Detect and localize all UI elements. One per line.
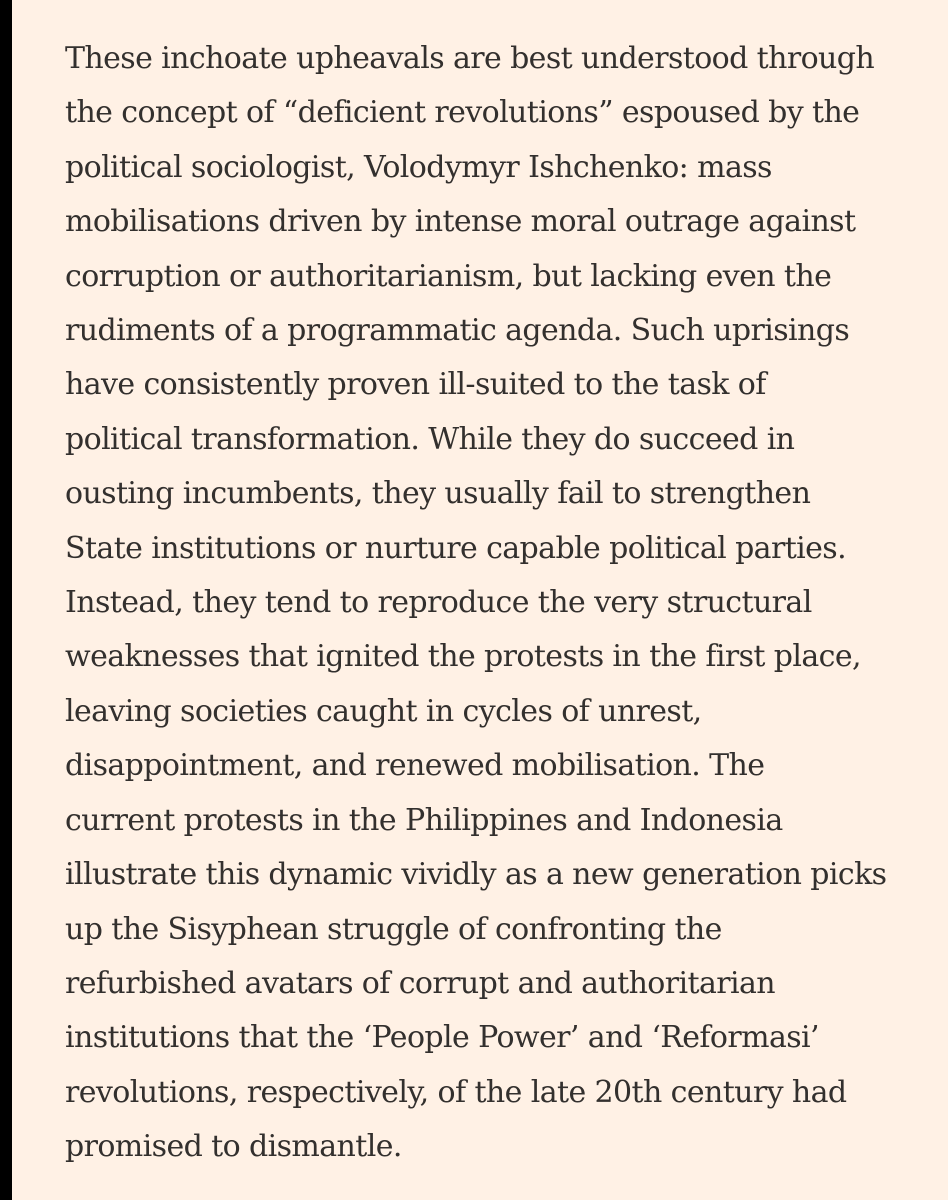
paragraph-line-15: current protests in the Philippines and Indonesia [65,802,783,838]
paragraph-line-11: Instead, they tend to reproduce the very structural [65,585,812,621]
paragraph-line-1: These inchoate upheavals are best understood through [65,41,875,76]
paragraph-line-16: illustrate this dynamic vividly as a new generation picks [65,857,887,893]
paragraph-line-6: rudiments of a programmatic agenda. Such uprisings [65,313,850,349]
paragraph-line-18: refurbished avatars of corrupt and authoritarian [65,965,775,1001]
paragraph-line-12: weaknesses that ignited the protests in the first place, [65,639,861,675]
paragraph-line-14: disappointment, and renewed mobilisation. The [65,748,765,784]
paragraph-line-17: up the Sisyphean struggle of confronting the [65,911,722,947]
paragraph-line-10: State institutions or nurture capable political parties. [65,530,847,566]
paragraph-line-3: political sociologist, Volodymyr Ishchenko: mass [65,149,772,185]
paragraph-line-19: institutions that the ‘People Power’ and ‘Reformasi’ [65,1020,819,1056]
paragraph-line-5: corruption or authoritarianism, but lacking even the [65,258,832,294]
paragraph-line-4: mobilisations driven by intense moral outrage against [65,204,856,240]
paragraph-line-9: ousting incumbents, they usually fail to strengthen [65,476,811,512]
paragraph-line-13: leaving societies caught in cycles of unrest, [65,693,702,729]
article-page [12,0,948,1200]
paragraph-line-8: political transformation. While they do succeed in [65,421,795,457]
article-paragraph [65,32,895,1175]
paragraph-line-21: promised to dismantle. [65,1129,402,1165]
paragraph-line-2: the concept of “deficient revolutions” espoused by the [65,95,860,131]
paragraph-line-7: have consistently proven ill-suited to the task of [65,367,766,403]
paragraph-line-20: revolutions, respectively, of the late 20th century had [65,1074,847,1110]
